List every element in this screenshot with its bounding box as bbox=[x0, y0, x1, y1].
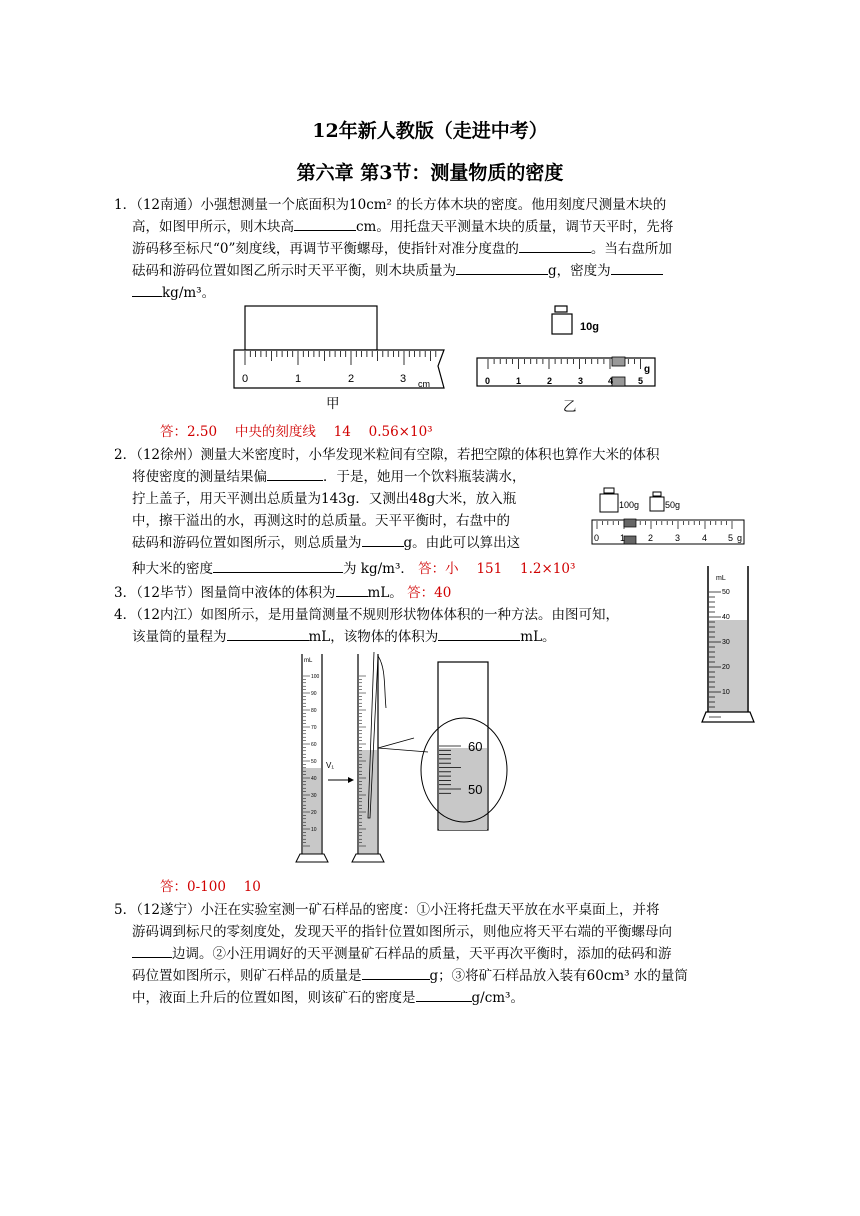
q2-balance-figure bbox=[588, 484, 748, 550]
rider-tick-2: 2 bbox=[547, 376, 553, 386]
q1-text-line2a: 高，如图甲所示，则木块高 bbox=[132, 219, 294, 235]
ruler-tick-1: 1 bbox=[295, 373, 302, 385]
q1-text-line3b: 。当右盘所加 bbox=[590, 241, 672, 257]
ruler-body bbox=[234, 350, 444, 388]
q4-tick-20: 20 bbox=[311, 810, 317, 816]
q4-tick-50: 50 bbox=[311, 759, 317, 765]
q1-blank-mass[interactable] bbox=[456, 260, 548, 275]
q2-line1 bbox=[114, 444, 660, 466]
q3-number: 3． bbox=[114, 585, 137, 601]
wooden-block bbox=[245, 306, 377, 350]
q2-text-line2a: 将使密度的测量结果偏 bbox=[132, 469, 267, 485]
q5-line1 bbox=[114, 899, 660, 921]
q1-line1 bbox=[114, 194, 666, 216]
q1-line4 bbox=[132, 260, 663, 282]
q4-blank-range[interactable] bbox=[227, 626, 309, 641]
q2-rider-tick-2: 2 bbox=[648, 533, 654, 543]
rider-tick-1: 1 bbox=[516, 376, 522, 386]
weight-10g-icon bbox=[552, 306, 572, 334]
q3-tick-20: 20 bbox=[722, 664, 730, 671]
q4-zoom-tick-50: 50 bbox=[468, 782, 483, 797]
q4-number: 4． bbox=[114, 607, 137, 623]
chapter-subtitle: 第六章 第3节：测量物质的密度 bbox=[296, 162, 564, 184]
q2-rider-tick-1: 1 bbox=[620, 533, 626, 543]
q2-text-line6a: 种大米的密度 bbox=[132, 561, 213, 577]
q5-text-line5b: g/cm³。 bbox=[471, 990, 524, 1006]
q5-text-line1: （12遂宁）小汪在实验室测一矿石样品的密度：①小汪将托盘天平放在水平桌面上，并将 bbox=[136, 902, 660, 918]
q4-answer: 答：0-100 10 bbox=[160, 879, 261, 895]
q4-arrow-label: V₁ bbox=[326, 761, 335, 770]
q4-tick-80: 80 bbox=[311, 708, 317, 714]
rider-tick-4: 4 bbox=[608, 376, 614, 386]
q4-zoom-view bbox=[421, 662, 507, 830]
q3-tick-30: 30 bbox=[722, 639, 730, 646]
q1-line5 bbox=[132, 282, 215, 304]
q1-text-line1: （12南通）小强想测量一个底面积为10cm² 的长方体木块的密度。他用刻度尺测量木块的 bbox=[136, 197, 667, 213]
q2-rider-top-icon bbox=[624, 519, 636, 527]
q2-text-line5a: 砝码和游码位置如图所示，则总质量为 bbox=[132, 535, 362, 551]
q1-blank-height[interactable] bbox=[294, 216, 356, 231]
q5-text-line4b: g；③将矿石样品放入装有60cm³ 水的量筒 bbox=[429, 968, 688, 984]
q2-text-line6b: 为 kg/m³． bbox=[343, 561, 414, 577]
q3-text-a: （12毕节）图量筒中液体的体积为 bbox=[136, 585, 336, 601]
q4-line2 bbox=[132, 626, 556, 648]
q4-cylinder-figure bbox=[290, 648, 512, 868]
q3-tick-40: 40 bbox=[722, 614, 730, 621]
q5-line4 bbox=[132, 965, 688, 987]
q4-text-line2b: mL，该物体的体积为 bbox=[308, 629, 439, 645]
q2-line3: 拧上盖子，用天平测出总质量为143g．又测出48g大米，放入瓶 bbox=[132, 491, 517, 507]
q5-blank-density[interactable] bbox=[416, 987, 472, 1002]
q5-blank-direction[interactable] bbox=[132, 943, 172, 958]
q5-line5 bbox=[132, 987, 524, 1009]
weight-50g-icon bbox=[650, 492, 664, 511]
q1-line3 bbox=[132, 238, 672, 260]
q1-caption-right: 乙 bbox=[563, 399, 577, 415]
ruler-tick-3: 3 bbox=[400, 373, 407, 385]
q2-number: 2． bbox=[114, 447, 137, 463]
q1-text-line2b: cm。用托盘天平测量木块的质量，调节天平时，先将 bbox=[356, 219, 674, 235]
q4-tick-30: 30 bbox=[311, 793, 317, 799]
q4-tick-90: 90 bbox=[311, 691, 317, 697]
weight-100g-icon bbox=[600, 488, 618, 512]
q4-cylinder-before bbox=[296, 654, 328, 862]
q5-line3 bbox=[132, 943, 672, 965]
rider-tick-0: 0 bbox=[485, 376, 491, 386]
q2-line2 bbox=[132, 466, 526, 488]
q2-blank-mass[interactable] bbox=[362, 532, 404, 547]
q1-number: 1． bbox=[114, 197, 137, 213]
rider-tick-3: 3 bbox=[578, 376, 584, 386]
rider-unit: g bbox=[644, 364, 651, 375]
weight-label: 10g bbox=[580, 321, 599, 333]
q1-line2 bbox=[132, 216, 673, 238]
q3-tick-50: 50 bbox=[722, 589, 730, 596]
q4-text-line2c: mL。 bbox=[520, 629, 556, 645]
q2-line6 bbox=[132, 558, 575, 580]
q2-rider-tick-0: 0 bbox=[594, 533, 600, 543]
q4-zoom-tick-60: 60 bbox=[468, 739, 483, 754]
q2-text-line1: （12徐州）测量大米密度时，小华发现米粒间有空隙，若把空隙的体积也算作大米的体积 bbox=[136, 447, 660, 463]
q2-line5 bbox=[132, 532, 520, 554]
q5-text-line5a: 中，液面上升后的位置如图，则该矿石的密度是 bbox=[132, 990, 416, 1006]
q1-text-line4b: g，密度为 bbox=[548, 263, 611, 279]
q1-text-line5b: kg/m³。 bbox=[162, 285, 216, 301]
q4-cyl-unit: mL bbox=[304, 658, 313, 664]
q2-rider-unit: g bbox=[737, 533, 743, 543]
weight-50g-label: 50g bbox=[665, 500, 681, 510]
page-title: 12年新人教版（走进中考） bbox=[312, 120, 548, 142]
q2-blank-result[interactable] bbox=[267, 466, 323, 481]
q5-line2: 游码调到标尺的零刻度处，发现天平的指针位置如图所示，则他应将天平右端的平衡螺母向 bbox=[132, 924, 672, 940]
q4-line1 bbox=[114, 604, 619, 626]
q2-rider-bottom-icon bbox=[624, 536, 636, 544]
q1-text-line3a: 游码移至标尺“0”刻度线，再调节平衡螺母，使指针对准分度盘的 bbox=[132, 241, 519, 257]
q5-number: 5． bbox=[114, 902, 137, 918]
q1-balance-figure bbox=[474, 300, 664, 392]
q1-ruler-figure bbox=[230, 304, 446, 390]
ruler-tick-0: 0 bbox=[242, 373, 249, 385]
q3-cylinder-figure bbox=[700, 564, 756, 724]
q5-text-line3b: 边调。②小汪用调好的天平测量矿石样品的质量，天平再次平衡时，添加的砝码和游 bbox=[172, 946, 672, 962]
q4-tick-70: 70 bbox=[311, 725, 317, 731]
q4-tick-60: 60 bbox=[311, 742, 317, 748]
q1-text-line4a: 砝码和游码位置如图乙所示时天平平衡，则木块质量为 bbox=[132, 263, 456, 279]
rider-bottom-icon bbox=[612, 377, 625, 386]
q1-caption-left: 甲 bbox=[326, 396, 340, 412]
q4-arrow-icon bbox=[328, 777, 354, 783]
q3-line bbox=[114, 582, 451, 604]
q4-tick-10: 10 bbox=[311, 827, 317, 833]
q1-blank-pointer[interactable] bbox=[519, 238, 591, 253]
q2-text-line5b: g。由此可以算出这 bbox=[403, 535, 521, 551]
q2-text-line2b: ．于是，她用一个饮料瓶装满水， bbox=[323, 469, 526, 485]
q3-blank-volume[interactable] bbox=[336, 582, 368, 597]
q5-text-line4a: 码位置如图所示，则矿石样品的质量是 bbox=[132, 968, 362, 984]
q2-line4: 中，擦干溢出的水，再测这时的总质量。天平平衡时，右盘中的 bbox=[132, 513, 510, 529]
q4-text-line2a: 该量筒的量程为 bbox=[132, 629, 227, 645]
q3-answer: 答：40 bbox=[407, 585, 452, 601]
q5-blank-mass[interactable] bbox=[362, 965, 430, 980]
q4-text-line1: （12内江）如图所示，是用量筒测量不规则形状物体体积的一种方法。由图可知， bbox=[136, 607, 620, 623]
ruler-tick-2: 2 bbox=[348, 373, 355, 385]
q2-rider-tick-4: 4 bbox=[702, 533, 708, 543]
q4-tick-40: 40 bbox=[311, 776, 317, 782]
q4-cylinder-after bbox=[352, 652, 386, 862]
q1-answer: 答：2.50 中央的刻度线 14 0.56×10³ bbox=[160, 424, 433, 440]
rider-top-icon bbox=[612, 357, 625, 366]
q2-answer: 答：小 151 1.2×10³ bbox=[418, 561, 576, 577]
q2-rider-tick-3: 3 bbox=[675, 533, 681, 543]
q2-blank-density[interactable] bbox=[213, 558, 343, 573]
q4-tick-100: 100 bbox=[311, 674, 320, 680]
q3-tick-10: 10 bbox=[722, 689, 730, 696]
rider-tick-5: 5 bbox=[638, 376, 644, 386]
q3-cyl-unit: mL bbox=[716, 575, 726, 582]
q1-blank-density-b[interactable] bbox=[132, 282, 162, 297]
q3-text-b: mL。 bbox=[367, 585, 403, 601]
q4-blank-volume[interactable] bbox=[438, 626, 520, 641]
ruler-unit: cm bbox=[418, 379, 430, 389]
q1-blank-density-a[interactable] bbox=[611, 260, 663, 275]
q2-rider-tick-5: 5 bbox=[728, 533, 734, 543]
weight-100g-label: 100g bbox=[619, 500, 640, 510]
